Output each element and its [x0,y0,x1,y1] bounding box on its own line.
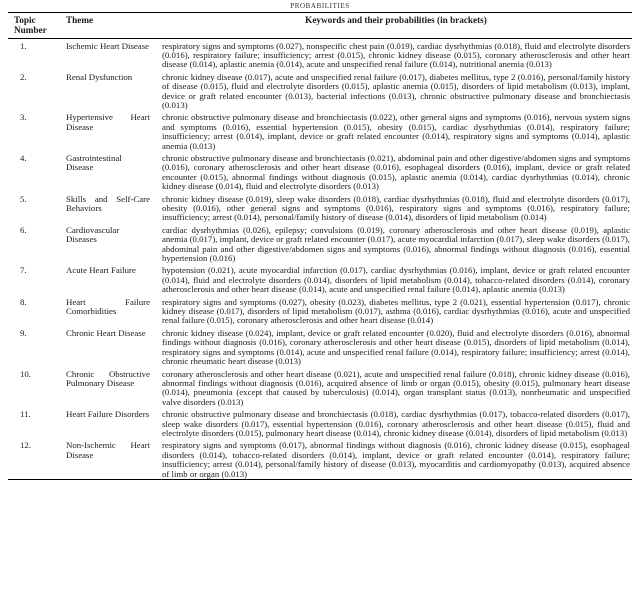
table-row [8,111,632,152]
keywords-cell: respiratory signs and symptoms (0.027), nonspecific chest pain (0.019), cardiac dysrhythmias (0.018), fluid and electrolyte disorders (0.016), respiratory failure; insufficiency; arrest (0.015), chronic kidney disease (0.015), coronary atherosclerosis and other heart disease (0.014), aplastic anemia (0.014), acute and unspecified renal failure (0.014), nutritional anemia (0.013) [162,40,630,70]
keywords-cell: respiratory signs and symptoms (0.027), obesity (0.023), diabetes mellitus, type 2 (0.021), essential hypertension (0.017), chronic kidney disease (0.017), disorders of lipid metabolism (0.017), asthma (0.016), cardiac dysrhythmias (0.016), acute and unspecified renal failure (0.015), coronary atherosclerosis and other heart disease (0.014) [162,296,630,326]
header-topic-number: Topic Number [14,15,47,35]
keywords-cell: chronic obstructive pulmonary disease and bronchiectasis (0.022), other general signs and symptoms (0.016), nervous system signs and symptoms (0.016), essential hypertension (0.015), obesity (0.015), cardiac dysrhythmias (0.014), respiratory failure; insufficiency; arrest (0.014), implant, device or graft related encounter (0.014), respiratory signs and symptoms (0.014), aplastic anemia (0.013) [162,112,630,151]
theme-cell: Chronic Obstructive Pulmonary Disease [66,368,150,388]
theme-cell: Cardiovascular Diseases [66,224,120,245]
topic-number-cell: 12. [20,440,31,451]
topic-number-cell: 3. [20,112,27,123]
keywords-cell: chronic obstructive pulmonary disease and bronchiectasis (0.018), cardiac dysrhythmias (0.017), tobacco-related disorders (0.017), sleep wake disorders (0.017), essential hypertension (0.016), coronary atherosclerosis and other heart disease (0.015), fluid and electrolyte disorders (0.015), pulmonary heart disease (0.014), chronic kidney disease (0.014), disorders of lipid metabolism (0.013) [162,409,630,438]
theme-cell: Ischemic Heart Disease [66,40,150,51]
keywords-cell: chronic kidney disease (0.019), sleep wake disorders (0.018), cardiac dysrhythmias (0.018), fluid and electrolyte disorders (0.017), obesity (0.016), other general signs and symptoms (0.016), respiratory signs and symptoms (0.016), respiratory failure; insufficiency; arrest (0.014), personal/family history of disease (0.014), disorders of lipid metabolism (0.014) [162,193,630,223]
table-row [8,295,632,326]
keywords-cell: cardiac dysrhythmias (0.026), epilepsy; convulsions (0.019), coronary atherosclerosis and other heart disease (0.019), aplastic anemia (0.017), implant, device or graft related encounter (0.017), acute myocardial infarction (0.017), sleep wake disorders (0.017), abdominal pain and other digestive/abdomen signs and symptoms (0.016), abnormal findings without diagnosis (0.016), essential hypertension (0.016) [162,224,630,264]
keywords-cell: coronary atherosclerosis and other heart disease (0.021), acute and unspecified renal failure (0.018), chronic kidney disease (0.016), abnormal findings without diagnosis (0.016), acquired absence of limb or organ (0.015), obesity (0.015), pulmonary heart disease (0.014), pneumonia (except that caused by tuberculosis) (0.014), organ transplant status (0.013), nonrheumatic and unspecified valve disorders (0.013) [162,368,630,407]
table-body [8,39,632,480]
topic-number-cell: 4. [20,152,27,163]
table-row [8,408,632,439]
keywords-cell: chronic obstructive pulmonary disease and bronchiectasis (0.021), abdominal pain and other digestive/abdomen signs and symptoms (0.016), coronary atherosclerosis and other heart disease (0.016), esophageal disorders (0.016), implant, device or graft related encounter (0.015), abnormal findings without diagnosis (0.015), aplastic anemia (0.014), cardiac dysrhythmias (0.014), chronic kidney disease (0.014), fluid and electrolyte disorders (0.013) [162,152,630,192]
theme-cell: Skills and Self-Care Behaviors [66,193,150,213]
theme-cell: Chronic Heart Disease [66,327,146,338]
header-theme: Theme [66,15,94,25]
keywords-cell: respiratory signs and symptoms (0.017), abnormal findings without diagnosis (0.016), chronic kidney disease (0.015), esophageal disorders (0.014), tobacco-related disorders (0.014), implant, device or graft related encounter (0.014), respiratory failure; insufficiency; arrest (0.014), personal/family history of disease (0.013), myocarditis and cardiomyopathy (0.013), acquired absence of limb or organ (0.013) [162,440,630,479]
topic-number-cell: 9. [20,327,27,338]
theme-cell: Hypertensive Heart Disease [66,112,150,132]
topic-number-cell: 7. [20,265,27,276]
theme-cell: Heart Failure Comorbidities [66,296,150,317]
table-caption: PROBABILITIES [290,2,350,10]
table-row [8,439,632,480]
header-row [8,13,632,39]
table-row [8,192,632,223]
table-row [8,367,632,408]
topic-number-cell: 1. [20,40,27,51]
theme-cell: Acute Heart Failure [66,265,136,276]
theme-cell: Renal Dysfunction [66,71,133,82]
topic-number-cell: 6. [20,224,27,235]
theme-cell: Gastrointestinal Disease [66,152,122,173]
topic-number-cell: 2. [20,71,27,82]
topics-table [8,12,632,480]
table-row [8,264,632,295]
topic-number-cell: 10. [20,368,31,379]
keywords-cell: chronic kidney disease (0.024), implant, device or graft related encounter (0.020), fluid and electrolyte disorders (0.016), abnormal findings without diagnosis (0.016), coronary atherosclerosis and other heart disease (0.015), disorders of lipid metabolism (0.014), respiratory signs and symptoms (0.014), acute and unspecified renal failure (0.014), respiratory failure; insufficiency; arrest (0.014), chronic rheumatic heart disease (0.013) [162,327,630,367]
table-row [8,39,632,71]
topic-number-cell: 11. [20,409,31,420]
topic-number-cell: 8. [20,296,27,307]
table-row [8,70,632,111]
header-keywords: Keywords and their probabilities (in brackets) [305,15,487,25]
topic-number-cell: 5. [20,193,27,204]
table-row [8,223,632,264]
keywords-cell: chronic kidney disease (0.017), acute and unspecified renal failure (0.017), diabetes mellitus, type 2 (0.016), personal/family history of disease (0.015), fluid and electrolyte disorders (0.015), aplastic anemia (0.015), disorders of lipid metabolism (0.013), implant, device or graft related encounter (0.013), bacterial infections (0.013), chronic obstructive pulmonary disease and bronchiectasis (0.013) [162,71,630,110]
theme-cell: Non-Ischemic Heart Disease [66,440,150,460]
table-row [8,151,632,192]
keywords-cell: hypotension (0.021), acute myocardial infarction (0.017), cardiac dysrhythmias (0.016), implant, device or graft related encounter (0.014), fluid and electrolyte disorders (0.014), disorders of lipid metabolism (0.014), tobacco-related disorders (0.014), coronary atherosclerosis and other heart disease (0.014), acute and unspecified renal failure (0.014), aplastic anemia (0.013) [162,265,630,295]
table-header [8,13,632,39]
theme-cell: Heart Failure Disorders [66,409,150,420]
table-row [8,326,632,367]
